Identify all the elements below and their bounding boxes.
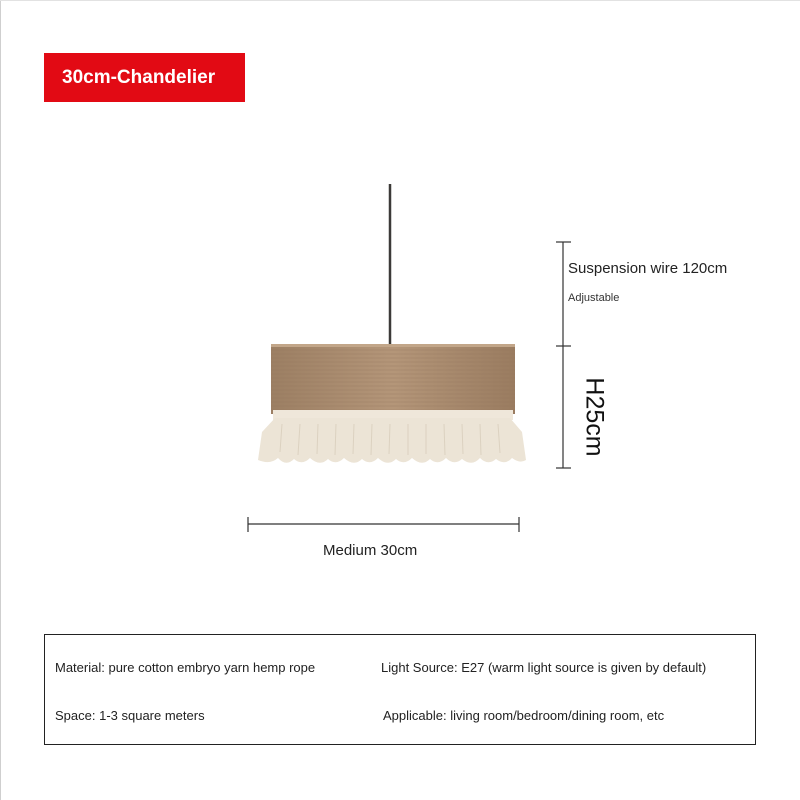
adjustable-label: Adjustable — [568, 292, 620, 304]
spec-box — [44, 634, 756, 745]
height-label: H25cm — [580, 377, 609, 457]
width-label: Medium 30cm — [323, 542, 418, 559]
suspension-label: Suspension wire 120cm — [568, 260, 728, 277]
lamp-fringe — [258, 410, 526, 463]
width-dimension-line — [248, 517, 519, 532]
spec-space: Space: 1-3 square meters — [55, 708, 205, 723]
spec-material: Material: pure cotton embryo yarn hemp rope — [55, 660, 316, 675]
lamp-shade — [271, 344, 515, 414]
spec-light-source: Light Source: E27 (warm light source is given by default) — [381, 660, 707, 675]
spec-applicable: Applicable: living room/bedroom/dining room, etc — [383, 708, 665, 723]
size-badge-label: 30cm-Chandelier — [62, 66, 216, 88]
